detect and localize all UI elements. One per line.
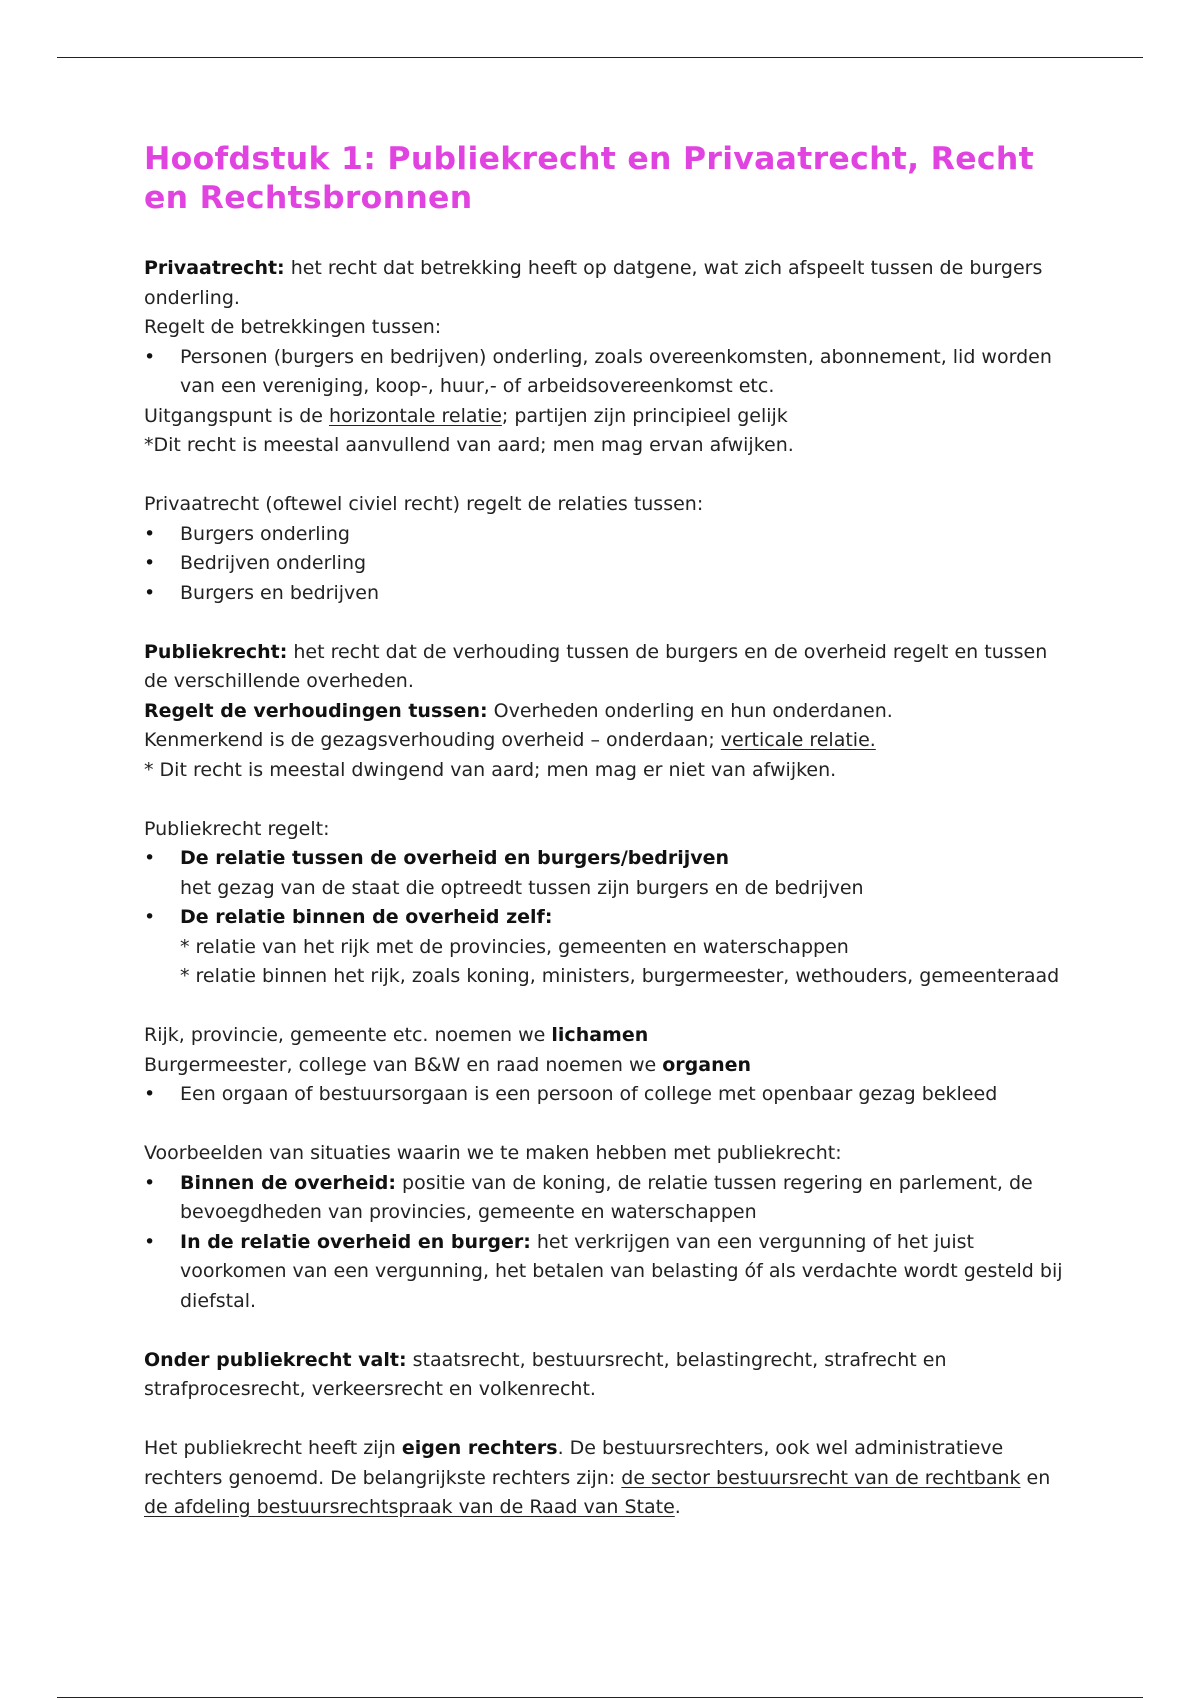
lichamen-line: Rijk, provincie, gemeente etc. noemen we lichamen [144,1024,649,1046]
list-item: • Binnen de overheid: positie van de koning, de relatie tussen regering en parlement, de bevoegdheden van provincies, gemeente en waterschappen [144,1169,1064,1228]
organen-line: Burgermeester, college van B&W en raad noemen we organen [144,1053,752,1076]
afdeling-bestuursrechtspraak: de afdeling bestuursrechtspraak van de Raad van State [144,1496,675,1518]
list-item: • Burgers en bedrijven [144,579,1064,609]
voorbeelden-intro: Voorbeelden van situaties waarin we te maken hebben met publiekrecht: [144,1142,842,1164]
publiekrecht-note: * Dit recht is meestal dwingend van aard; men mag er niet van afwijken. [144,758,837,781]
sector-bestuursrecht: de sector bestuursrecht van de rechtbank [621,1466,1021,1489]
list-item: • Personen (burgers en bedrijven) onderling, zoals overeenkomsten, abonnement, lid worden van een vereniging, koop-, huur,- of arbeidsovereenkomst etc. [144,343,1064,402]
list-item-sub: het gezag van de staat die optreedt tussen zijn burgers en de bedrijven [180,876,864,899]
privaatrecht-term: Privaatrecht: [144,257,285,279]
orgaan-list [144,1080,1064,1110]
list-item: • De relatie binnen de overheid zelf: * relatie van het rijk met de provincies, gemeenten en waterschappen * relatie binnen het rijk, zoals koning, ministers, burgermeester, wethouders, gemeenteraad [144,903,1064,992]
list-item: • Burgers onderling [144,520,1064,550]
publiekrecht-term: Publiekrecht: [144,640,288,663]
header-rule [57,57,1143,58]
footer-rule [57,1697,1143,1698]
civiel-recht-intro: Privaatrecht (oftewel civiel recht) regelt de relaties tussen: [144,493,704,515]
uitgangspunt-line: Uitgangspunt is de horizontale relatie; partijen zijn principieel gelijk [144,404,788,427]
relaties-list [144,520,1064,609]
publiekrecht-regelt-intro: Publiekrecht regelt: [144,817,330,840]
onder-publiekrecht: Onder publiekrecht valt: staatsrecht, bestuursrecht, belastingrecht, strafrecht en strafprocesrecht, verkeersrecht en volkenrecht. [144,1348,947,1400]
list-item: • In de relatie overheid en burger: het verkrijgen van een vergunning of het juist voorkomen van een vergunning, het betalen van belasting óf als verdachte wordt gesteld bij diefstal. [144,1228,1064,1317]
list-item: • Bedrijven onderling [144,549,1064,579]
list-item-sub: * relatie van het rijk met de provincies, gemeenten en waterschappen [180,935,849,958]
publiekrecht-regelt-list [144,844,1064,992]
chapter-title: Hoofdstuk 1: Publiekrecht en Privaatrecht, Recht en Rechtsbronnen [144,141,1034,216]
privaatrecht-regelt: Regelt de betrekkingen tussen: [144,316,442,338]
list-item-sub: * relatie binnen het rijk, zoals koning, ministers, burgermeester, wethouders, gemeenteraad [180,965,1060,987]
list-item: • Een orgaan of bestuursorgaan is een persoon of college met openbaar gezag bekleed [144,1080,1064,1110]
privaatrecht-list [144,343,1064,402]
rechters-paragraph: Het publiekrecht heeft zijn eigen rechters. De bestuursrechters, ook wel administratieve rechters genoemd. De belangrijkste rechters zijn: de sector bestuursrecht van de rechtbank en de afdeling bestuursrechtspraak van de Raad van State. [144,1437,1051,1518]
publiekrecht-regelt: Regelt de verhoudingen tussen: Overheden onderling en hun onderdanen. [144,699,893,722]
voorbeelden-list [144,1169,1064,1317]
privaatrecht-definition: Privaatrecht: het recht dat betrekking heeft op datgene, wat zich afspeelt tussen de burgers onderling. [144,257,1043,309]
horizontale-relatie: horizontale relatie [328,404,502,427]
verticale-relatie: verticale relatie. [720,729,876,751]
kenmerk-line: Kenmerkend is de gezagsverhouding overheid – onderdaan; verticale relatie. [144,729,876,751]
publiekrecht-definition: Publiekrecht: het recht dat de verhouding tussen de burgers en de overheid regelt en tussen de verschillende overheden. [144,640,1048,692]
document-body [144,140,1064,1523]
list-item: • De relatie tussen de overheid en burgers/bedrijven het gezag van de staat die optreedt tussen zijn burgers en de bedrijven [144,844,1064,903]
privaatrecht-note: *Dit recht is meestal aanvullend van aard; men mag ervan afwijken. [144,434,794,456]
